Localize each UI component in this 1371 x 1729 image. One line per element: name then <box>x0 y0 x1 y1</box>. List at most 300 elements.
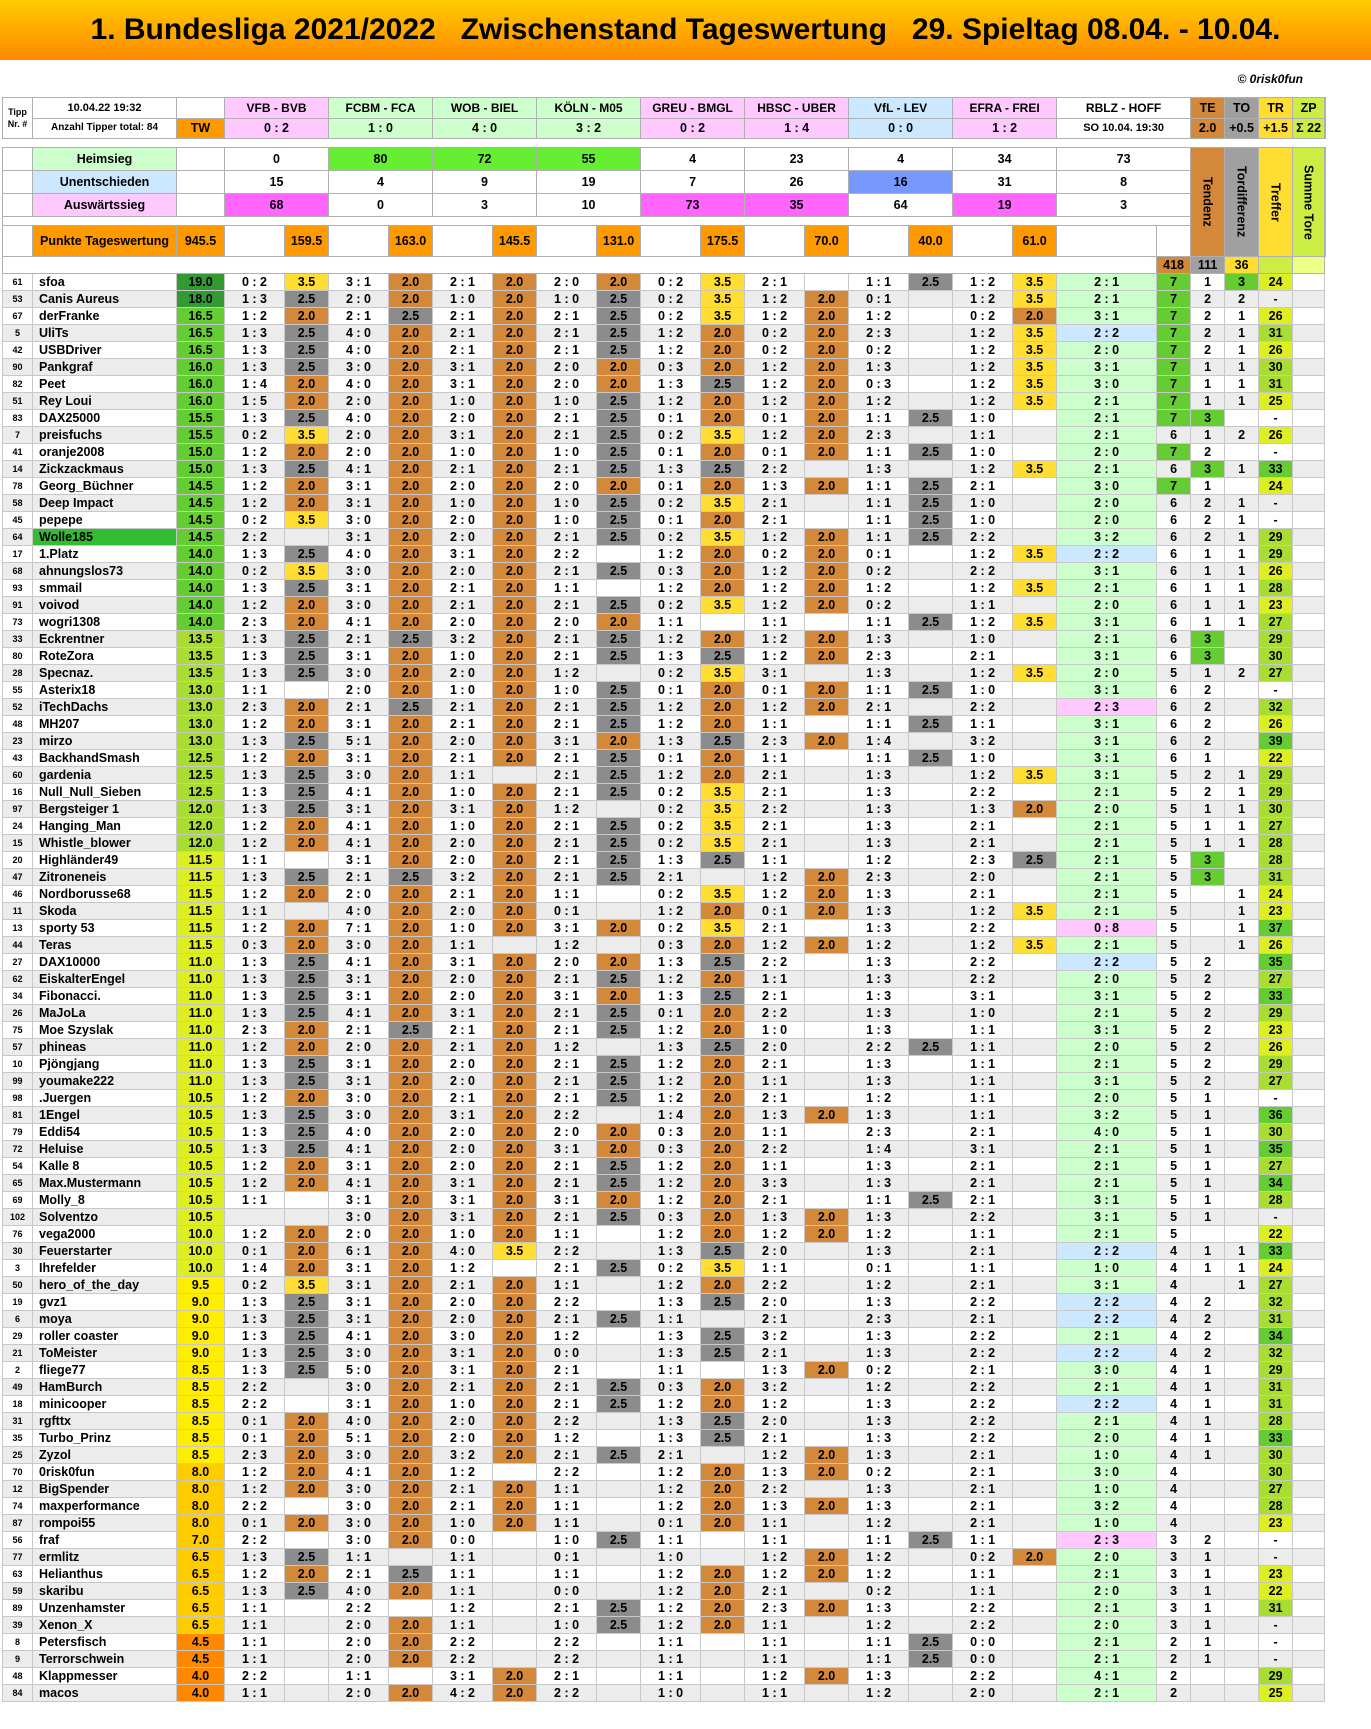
points-cell-4: 2.0 <box>701 1277 745 1294</box>
points-cell-2: 2.0 <box>493 886 537 903</box>
tip-cell-7: 1 : 0 <box>953 495 1013 512</box>
to-cell: 2 <box>1191 308 1225 325</box>
points-cell-3 <box>597 1634 641 1651</box>
points-cell-3: 2.5 <box>597 971 641 988</box>
tip-cell-6: 1 : 1 <box>849 274 909 291</box>
te-value: 2.0 <box>1191 118 1225 139</box>
points-cell-3: 2.0 <box>597 359 641 376</box>
points-cell-1: 2.5 <box>389 631 433 648</box>
tip-cell-6: 1 : 1 <box>849 495 909 512</box>
tip-cell-0: 0 : 2 <box>225 1277 285 1294</box>
points-cell-1: 2.0 <box>389 1634 433 1651</box>
summary-home-7: 34 <box>953 148 1057 171</box>
tip-cell-1: 2 : 0 <box>329 682 389 699</box>
rank-cell: 59 <box>3 1583 33 1600</box>
table-row <box>3 359 1348 376</box>
tip-cell-1: 3 : 1 <box>329 648 389 665</box>
te-cell: 5 <box>1157 1226 1191 1243</box>
points-cell-3 <box>597 1277 641 1294</box>
tw-cell: 8.5 <box>177 1379 225 1396</box>
tip-cell-3: 2 : 1 <box>537 461 597 478</box>
zp-cell: 36 <box>1259 1107 1293 1124</box>
table-row <box>3 1464 1348 1481</box>
tip-cell-3: 2 : 1 <box>537 1073 597 1090</box>
tip-cell-3: 2 : 1 <box>537 308 597 325</box>
te-cell: 6 <box>1157 614 1191 631</box>
tw-cell: 11.5 <box>177 920 225 937</box>
points-total-8 <box>1157 226 1191 257</box>
tip-cell-8: 2 : 0 <box>1057 512 1157 529</box>
tip-cell-5: 2 : 1 <box>745 1311 805 1328</box>
to-cell: 3 <box>1191 648 1225 665</box>
points-cell-2: 2.0 <box>493 1005 537 1022</box>
points-cell-5 <box>805 1515 849 1532</box>
tip-cell-8: 2 : 1 <box>1057 1634 1157 1651</box>
tipper-name: wogri1308 <box>33 614 177 631</box>
table-row <box>3 1073 1348 1090</box>
points-cell-2 <box>493 1583 537 1600</box>
tr-cell <box>1225 1056 1259 1073</box>
points-cell-3 <box>597 546 641 563</box>
points-cell-6 <box>909 1243 953 1260</box>
ts-cell <box>1293 903 1325 920</box>
tw-cell: 14.0 <box>177 597 225 614</box>
tip-cell-8: 3 : 1 <box>1057 563 1157 580</box>
tip-cell-7: 1 : 2 <box>953 614 1013 631</box>
tip-cell-4: 0 : 1 <box>641 410 701 427</box>
points-cell-4: 2.0 <box>701 546 745 563</box>
tip-cell-4: 1 : 3 <box>641 954 701 971</box>
tip-cell-0: 1 : 3 <box>225 1056 285 1073</box>
tipper-name: skaribu <box>33 1583 177 1600</box>
points-cell-6 <box>909 393 953 410</box>
tw-cell: 9.0 <box>177 1345 225 1362</box>
tipper-name: Highländer49 <box>33 852 177 869</box>
points-cell-6 <box>909 920 953 937</box>
zp-value: Σ 22 <box>1293 118 1325 139</box>
rank-cell: 26 <box>3 1005 33 1022</box>
summary-draw-8: 8 <box>1057 171 1191 194</box>
summary-draw-3: 19 <box>537 171 641 194</box>
tr-cell <box>1225 750 1259 767</box>
tip-cell-7: 1 : 1 <box>953 1583 1013 1600</box>
tip-cell-8: 2 : 0 <box>1057 1430 1157 1447</box>
points-cell-7 <box>1013 529 1057 546</box>
tip-cell-0: 1 : 2 <box>225 1158 285 1175</box>
tw-cell: 6.5 <box>177 1583 225 1600</box>
tr-cell <box>1225 1481 1259 1498</box>
table-row <box>3 1328 1348 1345</box>
tip-cell-6: 1 : 2 <box>849 937 909 954</box>
tip-cell-1: 3 : 0 <box>329 1447 389 1464</box>
points-cell-6 <box>909 1413 953 1430</box>
points-cell-3: 2.5 <box>597 1311 641 1328</box>
tip-cell-2: 3 : 1 <box>433 1209 493 1226</box>
tip-cell-1: 2 : 0 <box>329 1634 389 1651</box>
tip-cell-6: 1 : 2 <box>849 1090 909 1107</box>
points-cell-1: 2.0 <box>389 410 433 427</box>
points-cell-7 <box>1013 1379 1057 1396</box>
tip-cell-7: 2 : 2 <box>953 563 1013 580</box>
tip-cell-4: 0 : 3 <box>641 359 701 376</box>
tipper-name: Zitroneneis <box>33 869 177 886</box>
points-cell-7 <box>1013 1685 1057 1702</box>
to-cell: 1 <box>1191 1209 1225 1226</box>
tip-cell-6: 2 : 3 <box>849 1124 909 1141</box>
points-cell-4 <box>701 869 745 886</box>
tw-cell: 10.5 <box>177 1141 225 1158</box>
tip-cell-4: 1 : 3 <box>641 1243 701 1260</box>
tipper-name: 1Engel <box>33 1107 177 1124</box>
tip-cell-3: 2 : 1 <box>537 1175 597 1192</box>
tip-cell-6: 1 : 2 <box>849 308 909 325</box>
tw-cell: 16.0 <box>177 393 225 410</box>
tip-cell-3: 2 : 2 <box>537 1243 597 1260</box>
tw-cell: 8.5 <box>177 1413 225 1430</box>
tip-cell-5: 1 : 1 <box>745 1685 805 1702</box>
tip-cell-7: 1 : 0 <box>953 750 1013 767</box>
tip-cell-1: 3 : 1 <box>329 1260 389 1277</box>
tip-cell-5: 1 : 2 <box>745 393 805 410</box>
te-cell: 4 <box>1157 1413 1191 1430</box>
tip-cell-5: 0 : 2 <box>745 546 805 563</box>
ts-cell <box>1293 988 1325 1005</box>
tip-cell-2: 2 : 1 <box>433 274 493 291</box>
summary-home-2: 72 <box>433 148 537 171</box>
tip-cell-4: 0 : 2 <box>641 274 701 291</box>
tip-cell-2: 1 : 1 <box>433 1617 493 1634</box>
tr-cell <box>1225 1039 1259 1056</box>
table-row <box>3 1685 1348 1702</box>
tipper-name: Nordborusse68 <box>33 886 177 903</box>
points-cell-4: 2.0 <box>701 1583 745 1600</box>
tip-cell-2: 2 : 1 <box>433 1090 493 1107</box>
summary-draw-0: 15 <box>225 171 329 194</box>
tr-long: Treffer <box>1259 148 1293 257</box>
points-cell-4: 2.0 <box>701 1107 745 1124</box>
to-cell: 3 <box>1191 869 1225 886</box>
points-cell-6 <box>909 954 953 971</box>
tw-cell: 10.0 <box>177 1260 225 1277</box>
points-cell-1: 2.0 <box>389 580 433 597</box>
tr-cell <box>1225 478 1259 495</box>
ts-cell <box>1293 1260 1325 1277</box>
tip-cell-7: 2 : 2 <box>953 699 1013 716</box>
table-row <box>3 563 1348 580</box>
tip-cell-7: 1 : 2 <box>953 767 1013 784</box>
tip-cell-7: 2 : 1 <box>953 1515 1013 1532</box>
tip-cell-5: 1 : 1 <box>745 1260 805 1277</box>
points-cell-2: 2.0 <box>493 1124 537 1141</box>
ts-cell <box>1293 1583 1325 1600</box>
te-cell: 4 <box>1157 1498 1191 1515</box>
points-cell-0 <box>285 1532 329 1549</box>
rank-cell: 48 <box>3 716 33 733</box>
tw-cell: 12.0 <box>177 818 225 835</box>
points-cell-5: 2.0 <box>805 308 849 325</box>
to-cell: 2 <box>1191 1005 1225 1022</box>
points-cell-6: 2.5 <box>909 682 953 699</box>
tip-cell-7: 0 : 2 <box>953 1549 1013 1566</box>
tw-blank <box>177 171 225 194</box>
tip-cell-1: 4 : 1 <box>329 1464 389 1481</box>
tr-cell <box>1225 1464 1259 1481</box>
tw-cell: 11.0 <box>177 954 225 971</box>
tip-cell-5: 1 : 1 <box>745 1124 805 1141</box>
ts-cell <box>1293 920 1325 937</box>
tip-cell-8: 2 : 2 <box>1057 1345 1157 1362</box>
points-cell-7 <box>1013 1141 1057 1158</box>
tip-cell-4: 1 : 2 <box>641 1090 701 1107</box>
tip-cell-4: 1 : 1 <box>641 1668 701 1685</box>
tip-cell-5: 1 : 2 <box>745 648 805 665</box>
tip-cell-4: 1 : 2 <box>641 1481 701 1498</box>
points-cell-3: 2.5 <box>597 1379 641 1396</box>
tr-cell <box>1225 1668 1259 1685</box>
points-cell-4: 2.0 <box>701 1396 745 1413</box>
table-row <box>3 1668 1348 1685</box>
tip-cell-0: 1 : 1 <box>225 1651 285 1668</box>
tip-cell-6: 1 : 1 <box>849 529 909 546</box>
tipper-name: derFranke <box>33 308 177 325</box>
match-result-2: 4 : 0 <box>433 118 537 139</box>
points-cell-6 <box>909 1022 953 1039</box>
tw-cell: 9.0 <box>177 1311 225 1328</box>
tip-cell-1: 4 : 1 <box>329 784 389 801</box>
tip-cell-1: 6 : 1 <box>329 1243 389 1260</box>
points-cell-3: 2.5 <box>597 1209 641 1226</box>
tipper-name: roller coaster <box>33 1328 177 1345</box>
points-cell-0: 2.0 <box>285 1464 329 1481</box>
table-row <box>3 1022 1348 1039</box>
tip-cell-0: 1 : 2 <box>225 750 285 767</box>
tip-cell-0: 2 : 2 <box>225 1668 285 1685</box>
zp-cell: 25 <box>1259 393 1293 410</box>
points-cell-7 <box>1013 1056 1057 1073</box>
points-cell-2: 2.0 <box>493 1294 537 1311</box>
points-blank-6 <box>849 226 909 257</box>
tr-cell: 1 <box>1225 614 1259 631</box>
points-cell-7 <box>1013 682 1057 699</box>
tip-cell-0: 1 : 2 <box>225 1175 285 1192</box>
points-cell-3: 2.5 <box>597 631 641 648</box>
zp-cell: 23 <box>1259 1515 1293 1532</box>
tip-cell-2: 2 : 0 <box>433 971 493 988</box>
zp-cell: 32 <box>1259 1345 1293 1362</box>
tip-cell-5: 1 : 1 <box>745 716 805 733</box>
tip-cell-7: 1 : 1 <box>953 1073 1013 1090</box>
points-cell-5: 2.0 <box>805 1498 849 1515</box>
ts-cell <box>1293 1209 1325 1226</box>
points-cell-2 <box>493 1464 537 1481</box>
points-cell-3: 2.0 <box>597 1124 641 1141</box>
points-cell-6 <box>909 376 953 393</box>
zp-cell: 37 <box>1259 920 1293 937</box>
ts-cell <box>1293 954 1325 971</box>
points-cell-3 <box>597 1362 641 1379</box>
tip-cell-7: 2 : 3 <box>953 852 1013 869</box>
table-row <box>3 631 1348 648</box>
points-cell-2: 2.0 <box>493 1328 537 1345</box>
tw-cell: 14.5 <box>177 495 225 512</box>
tw-cell: 11.0 <box>177 1005 225 1022</box>
tip-cell-1: 4 : 1 <box>329 835 389 852</box>
zp-cell: 29 <box>1259 767 1293 784</box>
points-cell-2: 2.0 <box>493 954 537 971</box>
points-cell-1: 2.0 <box>389 665 433 682</box>
zp-cell: - <box>1259 444 1293 461</box>
tip-cell-4: 1 : 2 <box>641 1073 701 1090</box>
tr-cell: 1 <box>1225 546 1259 563</box>
tip-cell-0: 1 : 1 <box>225 682 285 699</box>
table-row <box>3 1447 1348 1464</box>
summary-draw-7: 31 <box>953 171 1057 194</box>
tip-cell-4: 0 : 2 <box>641 784 701 801</box>
tw-cell: 11.5 <box>177 869 225 886</box>
tip-cell-4: 0 : 3 <box>641 563 701 580</box>
zp-cell: 30 <box>1259 359 1293 376</box>
zp-cell: 29 <box>1259 631 1293 648</box>
tip-cell-4: 1 : 2 <box>641 1600 701 1617</box>
tip-cell-4: 1 : 2 <box>641 903 701 920</box>
points-cell-5: 2.0 <box>805 546 849 563</box>
points-cell-6 <box>909 1617 953 1634</box>
points-cell-1: 2.0 <box>389 988 433 1005</box>
tip-cell-2: 1 : 0 <box>433 444 493 461</box>
ts-cell <box>1293 529 1325 546</box>
tip-cell-4: 1 : 2 <box>641 716 701 733</box>
te-total: 418 <box>1157 257 1191 274</box>
tip-cell-7: 1 : 2 <box>953 291 1013 308</box>
zp-cell: 28 <box>1259 852 1293 869</box>
ts-cell <box>1293 1141 1325 1158</box>
points-cell-0: 2.5 <box>285 988 329 1005</box>
points-cell-2: 2.0 <box>493 1090 537 1107</box>
tip-cell-3: 2 : 2 <box>537 1464 597 1481</box>
tip-cell-8: 2 : 2 <box>1057 1243 1157 1260</box>
points-cell-1: 2.0 <box>389 818 433 835</box>
points-cell-5 <box>805 1090 849 1107</box>
tip-cell-2: 1 : 1 <box>433 1583 493 1600</box>
te-cell: 5 <box>1157 818 1191 835</box>
points-cell-1: 2.0 <box>389 325 433 342</box>
summary-draw-2: 9 <box>433 171 537 194</box>
points-cell-6 <box>909 1396 953 1413</box>
tip-cell-4: 1 : 0 <box>641 1685 701 1702</box>
te-cell: 5 <box>1157 1175 1191 1192</box>
tipper-name: Peet <box>33 376 177 393</box>
points-cell-5 <box>805 1192 849 1209</box>
to-cell: 1 <box>1191 580 1225 597</box>
points-cell-2: 2.0 <box>493 410 537 427</box>
tw-cell: 11.0 <box>177 1022 225 1039</box>
points-cell-3 <box>597 1566 641 1583</box>
tip-cell-5: 2 : 3 <box>745 1600 805 1617</box>
table-row <box>3 1498 1348 1515</box>
te-cell: 2 <box>1157 1634 1191 1651</box>
tip-cell-7: 1 : 2 <box>953 546 1013 563</box>
rank-cell: 10 <box>3 1056 33 1073</box>
tip-cell-0: 1 : 2 <box>225 920 285 937</box>
points-cell-1: 2.0 <box>389 937 433 954</box>
tip-cell-3: 2 : 1 <box>537 1056 597 1073</box>
tw-cell: 11.0 <box>177 1073 225 1090</box>
points-cell-7 <box>1013 971 1057 988</box>
tip-cell-1: 5 : 0 <box>329 1362 389 1379</box>
ts-cell <box>1293 410 1325 427</box>
rank-cell: 56 <box>3 1532 33 1549</box>
tip-cell-2: 2 : 1 <box>433 580 493 597</box>
points-cell-6 <box>909 1430 953 1447</box>
table-row <box>3 1430 1348 1447</box>
points-cell-5 <box>805 512 849 529</box>
te-cell: 7 <box>1157 342 1191 359</box>
zp-cell: 24 <box>1259 886 1293 903</box>
zp-cell: 23 <box>1259 1566 1293 1583</box>
points-cell-6 <box>909 988 953 1005</box>
tip-cell-0: 1 : 3 <box>225 1328 285 1345</box>
tip-cell-0: 2 : 3 <box>225 1022 285 1039</box>
tip-cell-4: 1 : 2 <box>641 580 701 597</box>
rank-cell: 55 <box>3 682 33 699</box>
points-cell-5: 2.0 <box>805 1107 849 1124</box>
points-cell-3: 2.5 <box>597 1617 641 1634</box>
tip-cell-5: 2 : 1 <box>745 1430 805 1447</box>
points-cell-5 <box>805 1413 849 1430</box>
tw-blank <box>177 98 225 119</box>
tip-cell-5: 2 : 0 <box>745 1413 805 1430</box>
tip-cell-3: 2 : 1 <box>537 631 597 648</box>
tip-cell-7: 2 : 0 <box>953 869 1013 886</box>
tip-cell-2: 2 : 1 <box>433 716 493 733</box>
rank-cell: 43 <box>3 750 33 767</box>
tip-cell-4: 1 : 1 <box>641 1532 701 1549</box>
points-cell-0: 2.5 <box>285 546 329 563</box>
tip-cell-4: 1 : 3 <box>641 1039 701 1056</box>
ts-total <box>1293 257 1325 274</box>
ts-cell <box>1293 784 1325 801</box>
ts-cell <box>1293 937 1325 954</box>
points-cell-5: 2.0 <box>805 1362 849 1379</box>
rank-cell: 75 <box>3 1022 33 1039</box>
points-cell-1: 2.0 <box>389 682 433 699</box>
tr-cell <box>1225 1396 1259 1413</box>
rank-cell: 58 <box>3 495 33 512</box>
tip-cell-2: 2 : 1 <box>433 1481 493 1498</box>
points-cell-4: 3.5 <box>701 818 745 835</box>
tip-cell-1: 2 : 1 <box>329 1022 389 1039</box>
te-cell: 7 <box>1157 291 1191 308</box>
tip-cell-0: 1 : 1 <box>225 903 285 920</box>
points-blank-7 <box>953 226 1013 257</box>
points-cell-2: 2.0 <box>493 818 537 835</box>
ts-cell <box>1293 1311 1325 1328</box>
ts-cell <box>1293 1413 1325 1430</box>
tw-cell: 10.5 <box>177 1090 225 1107</box>
tip-cell-7: 1 : 2 <box>953 393 1013 410</box>
te-cell: 7 <box>1157 478 1191 495</box>
tip-cell-6: 1 : 2 <box>849 1549 909 1566</box>
points-cell-4: 2.0 <box>701 393 745 410</box>
points-cell-7 <box>1013 1532 1057 1549</box>
spacer <box>3 139 1325 148</box>
match-result-4: 0 : 2 <box>641 118 745 139</box>
points-cell-2: 2.0 <box>493 546 537 563</box>
tip-cell-5: 1 : 3 <box>745 1209 805 1226</box>
tip-cell-8: 2 : 1 <box>1057 1226 1157 1243</box>
points-cell-5 <box>805 1617 849 1634</box>
tip-cell-3: 2 : 1 <box>537 342 597 359</box>
